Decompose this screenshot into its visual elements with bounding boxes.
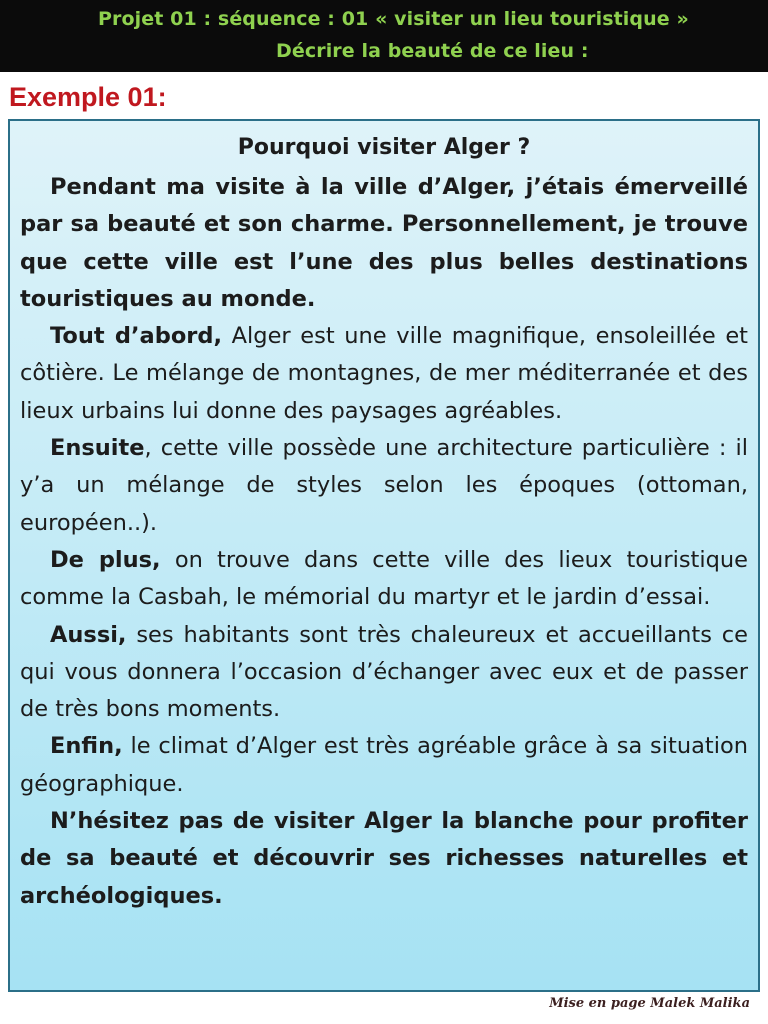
layout-signature: Mise en page Malek Malika — [549, 996, 750, 1011]
paragraph-aussi — [20, 617, 748, 729]
document-title: Pourquoi visiter Alger ? — [237, 135, 531, 160]
paragraph-lead: De plus, — [50, 546, 161, 573]
paragraph-ensuite — [20, 430, 748, 542]
paragraph-de-plus — [20, 542, 748, 617]
task-subtitle: Décrire la beauté de ce lieu : — [276, 40, 589, 62]
example-heading: Exemple 01: — [9, 82, 167, 112]
paragraph-lead: Enfin, — [50, 733, 123, 760]
intro-paragraph: Pendant ma visite à la ville d’Alger, j’étais émerveillé par sa beauté et son charme. Personnellement, je trouve que cette ville est l’une des plus belles destinations touristiques au monde. — [20, 174, 748, 312]
paragraph-text: le climat d’Alger est très agréable grâce à sa situation géographique. — [20, 733, 748, 797]
paragraph-lead: Aussi, — [50, 621, 127, 648]
paragraph-text: , cette ville possède une architecture particulière : il y’a un mélange de styles selon les époques (ottoman, européen..). — [20, 435, 748, 536]
paragraph-text: Alger est une ville magnifique, ensoleillée et côtière. Le mélange de montagnes, de mer méditerranée et des lieux urbains lui donne des paysages agréables. — [20, 323, 749, 424]
paragraph-lead: Tout d’abord, — [50, 323, 223, 350]
project-sequence-title: Projet 01 : séquence : 01 « visiter un lieu touristique » — [98, 8, 689, 30]
header-banner — [0, 0, 768, 72]
paragraph-lead: Ensuite — [50, 435, 145, 462]
paragraph-enfin — [20, 728, 748, 803]
conclusion-paragraph: N’hésitez pas de visiter Alger la blanche pour profiter de sa beauté et découvrir ses richesses naturelles et archéologiques. — [20, 808, 748, 909]
paragraph-text: ses habitants sont très chaleureux et accueillants ce qui vous donnera l’occasion d’échanger avec eux et de passer de très bons moments. — [20, 621, 748, 723]
paragraph-tout-dabord — [20, 318, 748, 430]
paragraph-text: on trouve dans cette ville des lieux touristique comme la Casbah, le mémorial du martyr et le jardin d’essai. — [20, 546, 748, 611]
text-box — [8, 119, 760, 992]
